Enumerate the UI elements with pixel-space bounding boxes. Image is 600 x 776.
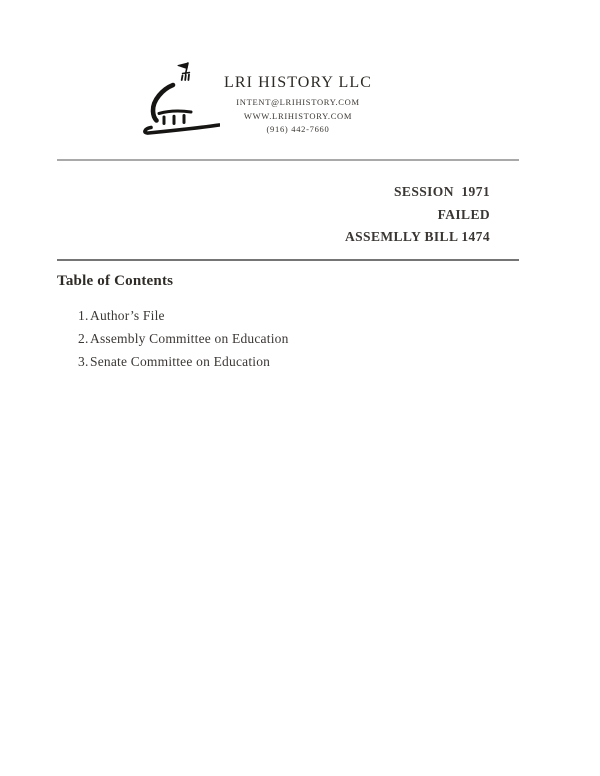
toc-item-number: 1. <box>78 308 89 323</box>
toc-item-label: Senate Committee on Education <box>90 354 271 369</box>
divider-top <box>57 159 519 161</box>
email-line: INTENT@LRIHISTORY.COM <box>236 97 360 107</box>
divider-bottom <box>57 259 519 261</box>
toc-item <box>78 327 289 350</box>
toc-item-label: Author’s File <box>90 308 165 323</box>
website-line: WWW.LRIHISTORY.COM <box>243 110 353 121</box>
toc-item-number: 3. <box>78 354 89 369</box>
bill-info-block <box>57 181 490 249</box>
session-line: SESSION 1971 <box>394 184 490 199</box>
bill-number-line: ASSEMLLY BILL 1474 <box>344 229 490 244</box>
toc-heading: Table of Contents <box>57 273 174 289</box>
toc-list <box>78 304 289 373</box>
toc-item <box>78 350 289 373</box>
contact-block <box>173 96 423 137</box>
company-name: LRI HISTORY LLC <box>223 74 373 91</box>
letterhead <box>173 73 423 137</box>
status-line: FAILED <box>437 206 490 222</box>
phone-line: (916) 442-7660 <box>266 124 330 134</box>
toc-item <box>78 304 289 327</box>
toc-item-number: 2. <box>78 331 89 346</box>
toc-item-label: Assembly Committee on Education <box>90 331 289 346</box>
